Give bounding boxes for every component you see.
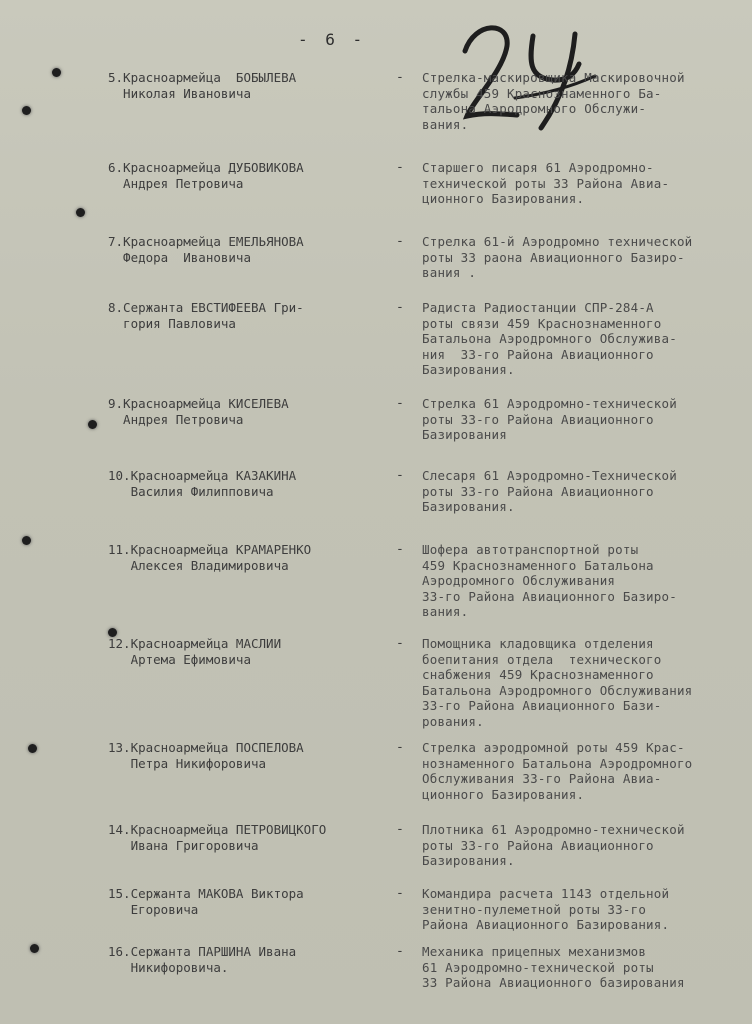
recipient-name-line: Андрея Петровича (108, 176, 244, 191)
position-description-line: Старшего писаря 61 Аэродромно- (422, 160, 654, 175)
position-description-line: Батальона Аэродромного Обслужива- (422, 331, 677, 346)
position-description (422, 300, 748, 378)
recipient-name-line: 6.Красноармейца ДУБОВИКОВА (108, 160, 304, 175)
recipient-name (108, 886, 388, 918)
separator-dash: - (396, 542, 404, 557)
position-description-line: Слесаря 61 Аэродромно-Технической (422, 468, 677, 483)
recipient-name-line: гория Павловича (108, 316, 236, 331)
recipient-name-line: Андрея Петровича (108, 412, 244, 427)
recipient-name-line: Егоровича (108, 902, 199, 917)
punch-hole (76, 208, 85, 217)
recipient-name-line: 12.Красноармейца МАСЛИИ (108, 636, 282, 651)
position-description (422, 160, 748, 207)
position-description-line: Плотника 61 Аэродромно-технической (422, 822, 685, 837)
position-description-line: Стрелка 61-й Аэродромно технической (422, 234, 693, 249)
position-description (422, 542, 748, 620)
separator-dash: - (396, 70, 404, 85)
position-description-line: службы 459 Краснознаменного Ба- (422, 85, 662, 101)
position-description-line: ционного Базирования. (422, 786, 585, 802)
position-description-line: Радиста Радиостанции СПР-284-А (422, 300, 654, 315)
separator-dash: - (396, 160, 404, 175)
position-description-line: Базирования. (422, 853, 515, 868)
recipient-name-line: 7.Красноармейца ЕМЕЛЬЯНОВА (108, 234, 304, 249)
position-description (422, 822, 748, 869)
position-description-line: роты 33-го Района Авиационного (422, 483, 654, 499)
position-description-line: Аэродромного Обслуживания (422, 573, 616, 588)
position-description-line: снабжения 459 Краснознаменного (422, 667, 654, 682)
recipient-name (108, 822, 388, 854)
recipient-name-line: 9.Красноармейца КИСЕЛЕВА (108, 396, 289, 411)
position-description-line: вания. (422, 116, 469, 132)
recipient-name (108, 740, 388, 772)
position-description-line: роты 33 раона Авиационного Базиро- (422, 249, 685, 265)
recipient-name (108, 396, 388, 428)
position-description-line: технической роты 33 Района Авиа- (422, 175, 670, 191)
position-description-line: Командира расчета 1143 отдельной (422, 886, 670, 901)
punch-hole (22, 106, 31, 115)
recipient-name (108, 636, 388, 668)
position-description-line: роты 33-го Района Авиационного (422, 411, 654, 427)
recipient-name-line: Ивана Григоровича (108, 838, 259, 853)
recipient-name-line: Артема Ефимовича (108, 652, 251, 667)
separator-dash: - (396, 636, 404, 651)
recipient-name-line: 8.Сержанта ЕВСТИФЕЕВА Гри- (108, 300, 304, 315)
recipient-name (108, 944, 388, 976)
position-description-line: роты 33-го Района Авиационного (422, 837, 654, 853)
recipient-name-line: 15.Сержанта МАКОВА Виктора (108, 886, 304, 901)
separator-dash: - (396, 468, 404, 483)
recipient-name-line: Федора Ивановича (108, 250, 251, 265)
position-description-line: нознаменного Батальона Аэродромного (422, 755, 693, 771)
position-description-line: 33-го Района Авиационного Бази- (422, 698, 662, 713)
position-description-line: Района Авиационного Базирования. (422, 917, 670, 932)
position-description-line: Обслуживания 33-го Района Авиа- (422, 771, 662, 786)
recipient-name-line: Василия Филипповича (108, 484, 274, 499)
recipient-name-line: Петра Никифоровича (108, 756, 267, 771)
position-description-line: ционного Базирования. (422, 191, 585, 206)
position-description (422, 234, 748, 281)
separator-dash: - (396, 886, 404, 901)
page-number: - 6 - (298, 30, 367, 49)
position-description-line: 61 Аэродромно-технической роты (422, 959, 654, 975)
recipient-name (108, 300, 388, 332)
recipient-name-line: 5.Красноармейца БОБЫЛЕВА (108, 70, 297, 85)
position-description-line: вания . (422, 265, 477, 280)
recipient-name-line: 11.Красноармейца КРАМАРЕНКО (108, 542, 312, 557)
recipient-name (108, 160, 388, 192)
position-description (422, 944, 748, 991)
position-description (422, 740, 748, 802)
position-description-line: 33-го Района Авиационного Базиро- (422, 588, 677, 604)
recipient-name-line: Никифоровича. (108, 960, 229, 975)
position-description (422, 396, 748, 443)
position-description-line: 459 Краснознаменного Батальона (422, 557, 654, 573)
position-description-line: Стрелка-маскировщика Маскировочной (422, 70, 685, 85)
recipient-name-line: 10.Красноармейца КАЗАКИНА (108, 468, 297, 483)
recipient-name-line: 13.Красноармейца ПОСПЕЛОВА (108, 740, 304, 755)
recipient-name (108, 542, 388, 574)
position-description-line: вания. (422, 604, 469, 619)
position-description-line: тальона Аэродромного Обслужи- (422, 101, 647, 116)
position-description (422, 636, 748, 729)
position-description-line: Стрелка аэродромной роты 459 Крас- (422, 740, 685, 755)
recipient-name-line: Алексея Владимировича (108, 558, 289, 573)
position-description-line: ния 33-го Района Авиационного (422, 346, 654, 362)
separator-dash: - (396, 822, 404, 837)
position-description-line: 33 Района Авиационного базирования (422, 975, 685, 990)
position-description-line: Базирования (422, 427, 507, 442)
position-description-line: Базирования. (422, 362, 515, 377)
recipient-name-line: 16.Сержанта ПАРШИНА Ивана (108, 944, 297, 959)
punch-hole (22, 536, 31, 545)
position-description-line: Шофера автотранспортной роты (422, 542, 639, 557)
recipient-name-line: Николая Ивановича (108, 86, 251, 101)
separator-dash: - (396, 234, 404, 249)
punch-hole (88, 420, 97, 429)
position-description-line: Механика прицепных механизмов (422, 944, 647, 959)
punch-hole (28, 744, 37, 753)
position-description-line: рования. (422, 713, 484, 729)
position-description (422, 886, 748, 933)
recipient-name (108, 70, 388, 102)
recipient-name (108, 468, 388, 500)
position-description (422, 70, 748, 132)
separator-dash: - (396, 300, 404, 315)
position-description (422, 468, 748, 515)
position-description-line: боепитания отдела технического (422, 651, 662, 667)
position-description-line: Базирования. (422, 499, 515, 514)
recipient-name-line: 14.Красноармейца ПЕТРОВИЦКОГО (108, 822, 327, 837)
separator-dash: - (396, 944, 404, 959)
position-description-line: Стрелка 61 Аэродромно-технической (422, 396, 677, 411)
position-description-line: Батальона Аэродромного Обслуживания (422, 682, 693, 698)
separator-dash: - (396, 740, 404, 755)
position-description-line: Помощника кладовщика отделения (422, 636, 654, 651)
position-description-line: зенитно-пулеметной роты 33-го (422, 901, 647, 917)
punch-hole (52, 68, 61, 77)
position-description-line: роты связи 459 Краснознаменного (422, 315, 662, 331)
punch-hole (30, 944, 39, 953)
separator-dash: - (396, 396, 404, 411)
recipient-name (108, 234, 388, 266)
